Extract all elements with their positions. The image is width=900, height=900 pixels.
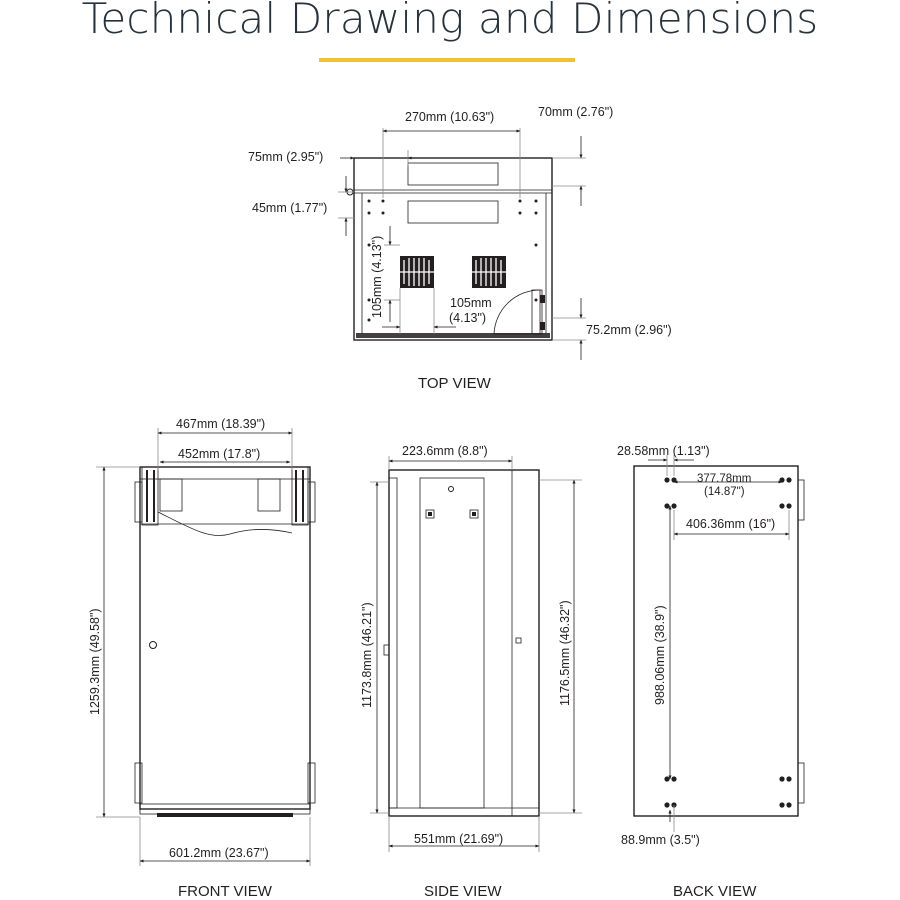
side-view-label: SIDE VIEW [424, 883, 502, 900]
top-offset-bottom-label: 75.2mm (2.96") [586, 323, 672, 337]
front-width-label: 601.2mm (23.67") [169, 846, 269, 860]
side-outer-height-label: 1176.5mm (46.32") [558, 600, 572, 706]
back-bottom-offset-label: 88.9mm (3.5") [621, 833, 700, 847]
front-height-label: 1259.3mm (49.58") [88, 608, 102, 715]
top-width-inner-label: 270mm (10.63") [405, 110, 495, 124]
side-view [360, 444, 582, 900]
top-view [248, 105, 672, 392]
top-fan-spacing-v-label: 105mm (4.13") [370, 235, 384, 318]
top-offset-side-label: 45mm (1.77") [252, 201, 328, 215]
top-view-label: TOP VIEW [418, 375, 491, 392]
side-depth-label: 551mm (21.69") [414, 832, 504, 846]
back-hole-span-line1: 377.78mm [697, 473, 752, 485]
page-title: Technical Drawing and Dimensions [81, 0, 819, 43]
top-fan-spacing-h-line1: 105mm [450, 296, 492, 310]
back-edge-offset-label: 28.58mm (1.13") [617, 444, 710, 458]
top-fan-spacing-h-line2: (4.13") [449, 311, 487, 325]
front-view-label: FRONT VIEW [178, 883, 272, 900]
fan-left-icon [400, 256, 434, 288]
back-view [617, 444, 804, 900]
back-hole-span-wide-label: 406.36mm (16") [686, 517, 776, 531]
front-rail-outer-label: 467mm (18.39") [176, 417, 266, 431]
back-view-label: BACK VIEW [673, 883, 757, 900]
side-top-width-label: 223.6mm (8.8") [402, 444, 488, 458]
back-hole-span-line2: (14.87") [704, 486, 745, 498]
front-view [88, 417, 315, 900]
top-offset-top-label: 75mm (2.95") [248, 150, 324, 164]
back-hole-height-label: 988.06mm (38.9") [653, 605, 667, 705]
fan-right-icon [472, 256, 506, 288]
top-offset-right-label: 70mm (2.76") [538, 105, 614, 119]
front-rail-inner-label: 452mm (17.8") [178, 447, 261, 461]
side-inner-height-label: 1173.8mm (46.21") [360, 602, 374, 708]
